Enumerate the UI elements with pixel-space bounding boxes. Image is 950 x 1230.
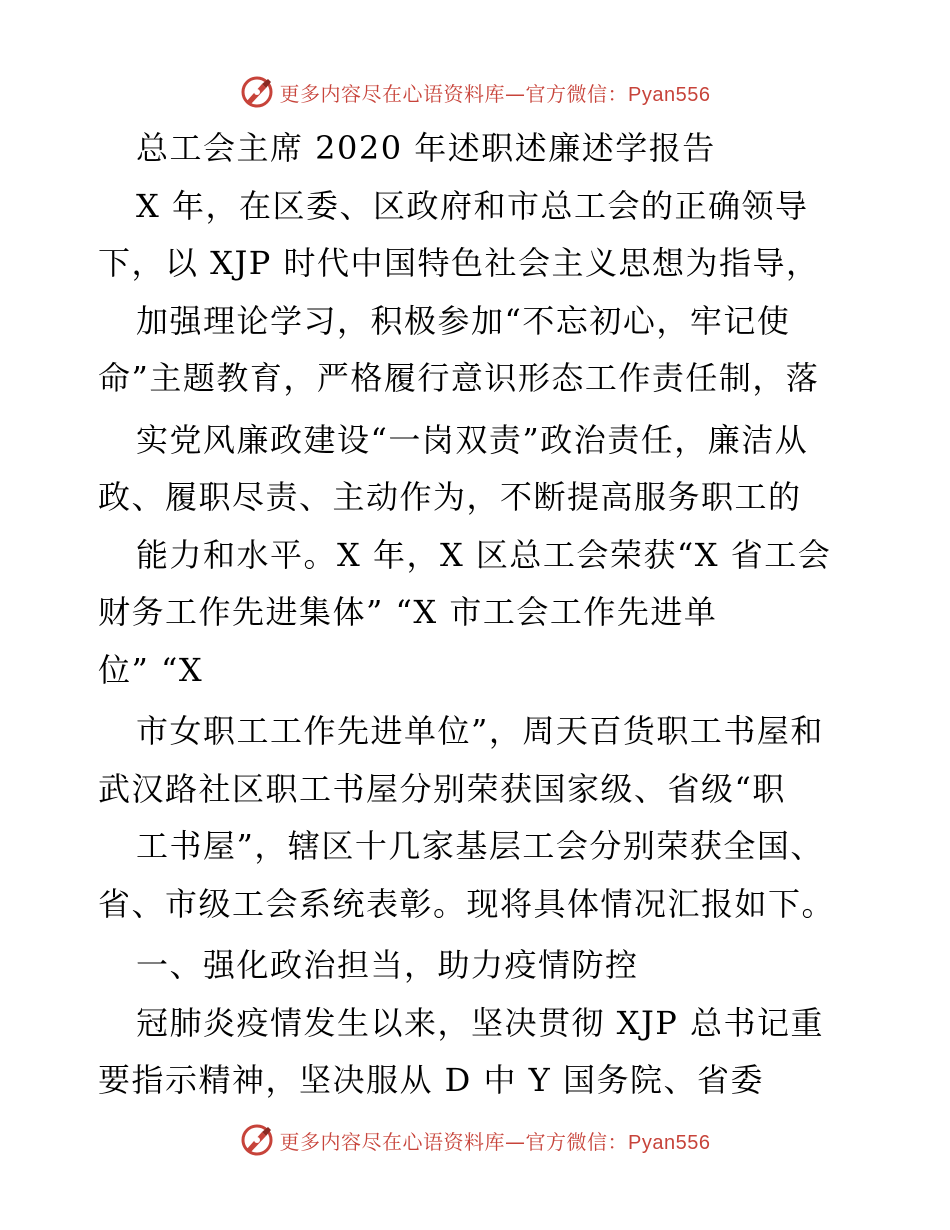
section-heading: 一、强化政治担当，助力疫情防控 <box>136 946 639 984</box>
paragraph-line: 市女职工工作先进单位”，周天百货职工书屋和 <box>136 712 824 750</box>
paragraph-line: 命”主题教育，严格履行意识形态工作责任制，落 <box>98 359 820 397</box>
paragraph-line: X 年，在区委、区政府和市总工会的正确领导 <box>136 187 809 225</box>
document-title: 总工会主席 2020 年述职述廉述学报告 <box>136 129 716 167</box>
watermark-text <box>280 1126 711 1155</box>
paragraph-line: 能力和水平。X 年，X 区总工会荣获“X 省工会 <box>136 536 832 574</box>
paragraph-line: 冠肺炎疫情发生以来，坚决贯彻 XJP 总书记重 <box>136 1004 824 1042</box>
watermark-label: 更多内容尽在心语资料库—官方微信： <box>279 81 629 106</box>
watermark-wechat-id: Pyan556 <box>628 1131 711 1154</box>
paragraph-line: 财务工作先进集体” “X 市工会工作先进单 <box>98 593 718 631</box>
watermark-label: 更多内容尽在心语资料库—官方微信： <box>279 1129 629 1154</box>
pen-logo-icon <box>240 1123 274 1157</box>
paragraph-line: 政、履职尽责、主动作为，不断提高服务职工的 <box>98 478 802 516</box>
paragraph-line: 实党风廉政建设“一岗双责”政治责任，廉洁从 <box>136 421 809 459</box>
paragraph-line: 下，以 XJP 时代中国特色社会主义思想为指导， <box>98 244 820 282</box>
watermark-wechat-id: Pyan556 <box>628 83 711 106</box>
paragraph-line: 工书屋”，辖区十几家基层工会分别荣获全国、 <box>136 827 824 865</box>
paragraph-line: 加强理论学习，积极参加“不忘初心，牢记使 <box>136 302 791 340</box>
paragraph-line: 要指示精神，坚决服从 D 中 Y 国务院、省委 <box>98 1061 764 1099</box>
footer-watermark <box>0 1120 950 1160</box>
paragraph-line: 武汉路社区职工书屋分别荣获国家级、省级“职 <box>98 770 786 808</box>
paragraph-line: 省、市级工会系统表彰。现将具体情况汇报如下。 <box>98 885 836 923</box>
paragraph-line: 位” “X <box>98 651 204 689</box>
